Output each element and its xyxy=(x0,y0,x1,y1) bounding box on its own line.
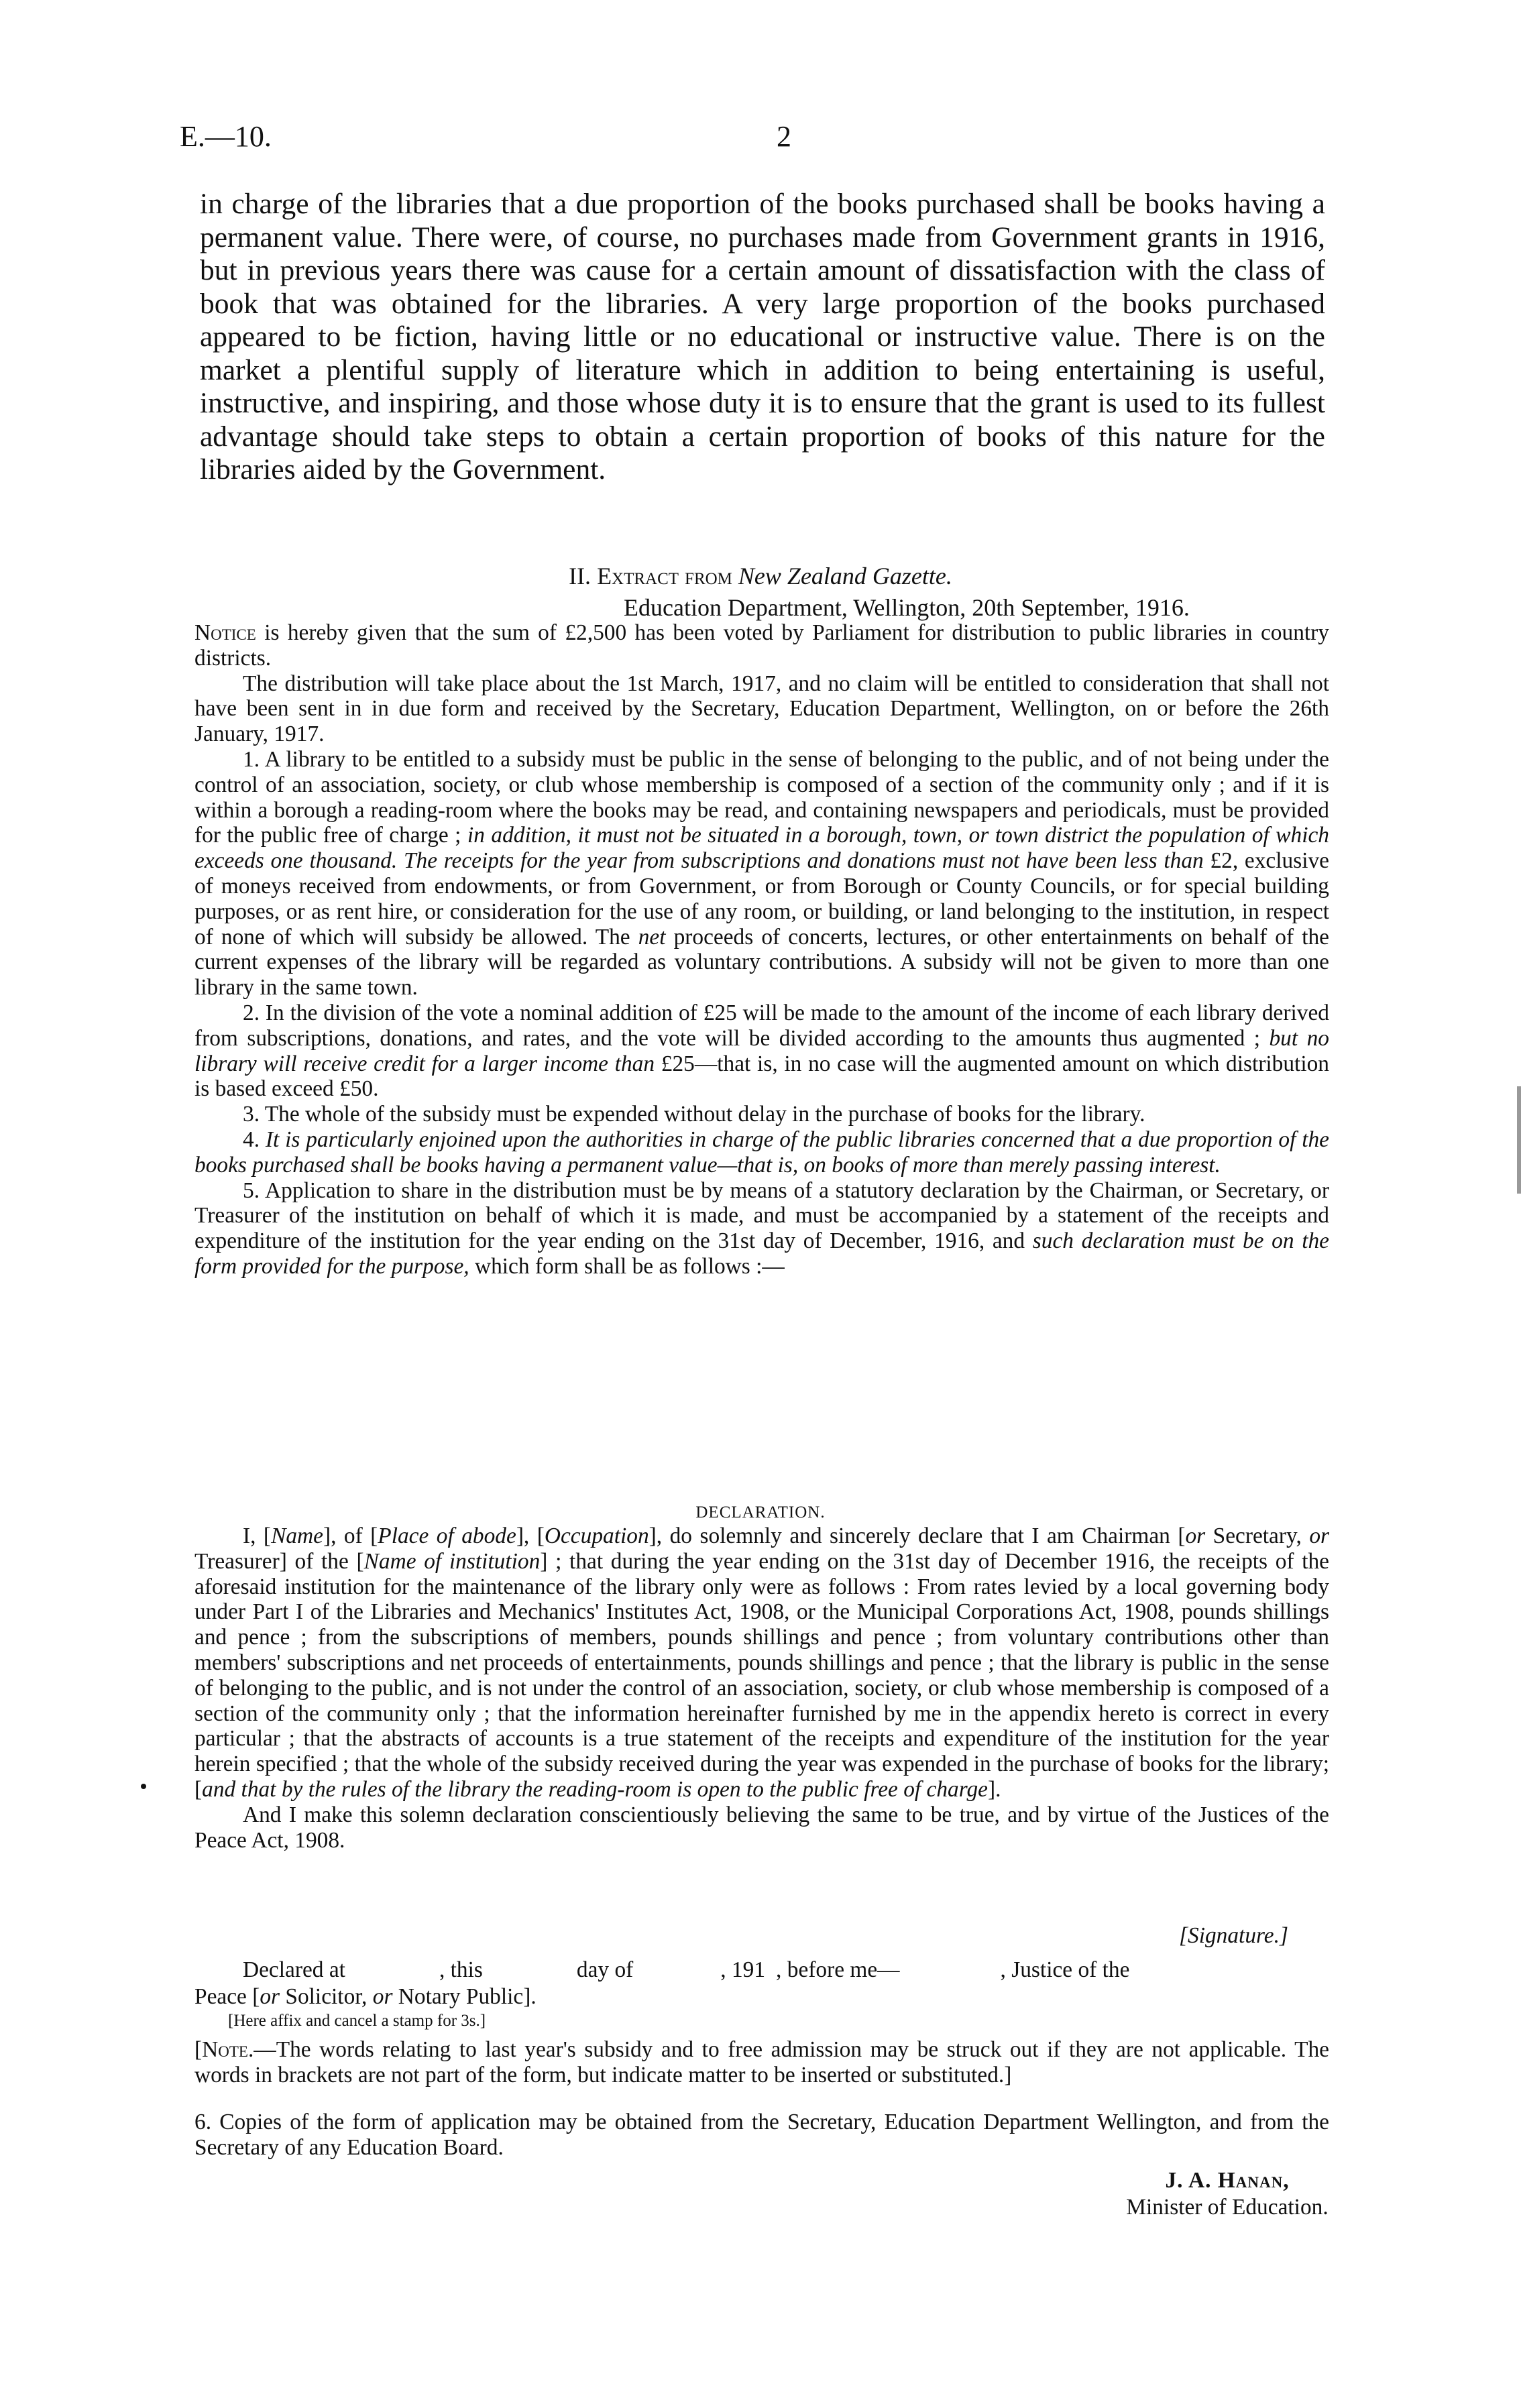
page-number: 2 xyxy=(777,120,791,153)
notice-lead: Notice xyxy=(194,620,256,645)
signature-placeholder: [Signature.] xyxy=(1179,1923,1288,1948)
decl-occupation-placeholder: Occupation xyxy=(544,1524,649,1548)
clause-5 xyxy=(194,1178,1329,1279)
clause-1-text-a: 1. A library to be entitled to a subsidy must be public in the sense of belonging to the public, and of not being under the control of an association, society, or club whose membership is composed of a section of the community only ; and if it is within a borough a reading-room where the books may be read, and containing newspapers and periodicals, must be provided for the public free of charge ; xyxy=(194,746,1329,848)
declared-year: , 191 xyxy=(720,1957,766,1982)
section-numeral: II. xyxy=(569,563,592,589)
decl-italic-h: and that by the rules of the library the reading-room is open to the public free of charge xyxy=(202,1776,989,1802)
clause-4-italic-b: It is particularly enjoined upon the authorities in charge of the public libraries concerned that a due proportion of the books purchased shall be books having a permanent value—that is, on books of more than merely passing interest. xyxy=(194,1127,1330,1178)
declared-or-2: or xyxy=(372,1984,393,2009)
clause-2 xyxy=(194,1000,1329,1102)
distribution-paragraph: The distribution will take place about the 1st March, 1917, and no claim will be entitled to consideration that shall not have been sent in in due form and received by the Secretary, Education Department, Wellington, on or before the 26th January, 1917. xyxy=(194,671,1329,747)
gazette-dateline: Education Department, Wellington, 20th September, 1916. xyxy=(624,594,1190,621)
section-label: Extract from xyxy=(597,563,732,589)
clause-4 xyxy=(194,1127,1329,1178)
declared-this: , this xyxy=(439,1957,483,1982)
clause-6-block xyxy=(194,2110,1329,2161)
decl-text-i: ]. xyxy=(988,1776,1001,1802)
margin-dot xyxy=(141,1784,146,1789)
declared-at-block xyxy=(194,1957,1329,2010)
clause-5-italic-b: such declaration must be on the form provided for the purpose, xyxy=(194,1228,1329,1279)
decl-or-2: or xyxy=(1309,1524,1330,1548)
declared-at: Declared at xyxy=(243,1957,345,1982)
decl-text-a: I, [ xyxy=(243,1524,272,1548)
declared-before-me: , before me— xyxy=(776,1957,900,1982)
note-lead: [Note. xyxy=(194,2037,254,2062)
section-source: New Zealand Gazette. xyxy=(738,563,952,589)
declaration-body xyxy=(194,1524,1329,1802)
clause-1 xyxy=(194,747,1329,1000)
clause-1-italic-d: net xyxy=(638,924,666,950)
solemn-paragraph: And I make this solemn declaration conscientiously believing the same to be true, and by virtue of the Justices of the Peace Act, 1908. xyxy=(194,1802,1329,1853)
clause-6: 6. Copies of the form of application may be obtained from the Secretary, Education Department Wellington, and from the Secretary of any Education Board. xyxy=(194,2110,1329,2160)
declaration-form xyxy=(194,1524,1329,1853)
scan-edge-mark xyxy=(1517,1086,1521,1194)
clause-1-text-e: proceeds of concerts, lectures, or other entertainments on behalf of the current expenses of the library will be regarded as voluntary contributions. A subsidy will not be given to more than one library in the same town. xyxy=(194,924,1329,1000)
decl-text-g: ] ; that during the year ending on the 31st day of December 1916, the receipts of the aforesaid institution for the maintenance of the library only were as follows : From rates levied by a local governing body under Part I of the Libraries and Mechanics' Institutes Act, 1908, or the Municipal Corporations Act, 1908, pounds shillings and pence ; from the subscriptions of members, pounds shillings and pence ; from voluntary contributions other than members' subscriptions and net proceeds of entertainments, pounds shillings and pence ; that the library is public in the sense of belonging to the public, and is not under the control of an association, society, or club whose membership is composed of a section of the community only ; that the information hereinafter furnished by me in the appendix hereto is correct in every particular ; that the abstracts of accounts is a true statement of the receipts and expenditure of the institution for the year herein specified ; that the whole of the subsidy received during the year was expended in the purchase of books for the library; [ xyxy=(194,1548,1329,1802)
declared-day-of: day of xyxy=(576,1957,634,1982)
declared-or-1: or xyxy=(260,1984,280,2009)
declaration-title: DECLARATION. xyxy=(695,1503,826,1522)
clause-1-italic-b: in addition, it must not be situated in a borough, town, or town district the population of which exceeds one thousand. The receipts for the year from subscriptions and donations must not have been less than xyxy=(194,823,1330,874)
clause-5-text-a: 5. Application to share in the distribution must be by means of a statutory declaration by the Chairman, or Secretary, or Treasurer of the institution on behalf of which it is made, and must be accompanied by a statement of the receipts and expenditure of the institution for the year ending on the 31st day of December, 1916, and xyxy=(194,1178,1329,1254)
clause-3: 3. The whole of the subsidy must be expended without delay in the purchase of books for the library. xyxy=(243,1102,1145,1127)
declared-peace-a: Peace [ xyxy=(194,1984,260,2009)
clause-2-text-a: 2. In the division of the vote a nominal addition of £25 will be made to the amount of the income of each library derived from subscriptions, donations, and rates, and the vote will be divided according to the amounts thus augmented ; xyxy=(194,1000,1329,1051)
gazette-extract xyxy=(194,620,1329,1279)
signer-name: J. A. Hanan, xyxy=(1165,2168,1290,2193)
notice-text: is hereby given that the sum of £2,500 has been voted by Parliament for distribution to public libraries in country districts. xyxy=(194,620,1329,671)
clause-2-text-c: £25—that is, in no case will the augmented amount on which distribution is based exceed £50. xyxy=(194,1051,1329,1102)
clause-2-italic-b: but no library will receive credit for a larger income than xyxy=(194,1025,1329,1076)
note-paragraph xyxy=(194,2037,1329,2088)
decl-text-d: ], do solemnly and sincerely declare that I am Chairman [ xyxy=(649,1524,1186,1548)
decl-institution-placeholder: Name of institution xyxy=(363,1548,541,1574)
section-heading xyxy=(0,562,1521,590)
document-code: E.—10. xyxy=(180,120,272,153)
signer-title: Minister of Education. xyxy=(1126,2195,1329,2220)
declared-peace-c: Notary Public]. xyxy=(392,1984,537,2009)
intro-paragraph: in charge of the libraries that a due proportion of the books purchased shall be books having a permanent value. There were, of course, no purchases made from Government grants in 1916, but in previous years there was cause for a certain amount of dissatisfaction with the class of book that was obtained for the libraries. A very large proportion of the books purchased appeared to be fiction, having little or no educational or instructive value. There is on the market a plentiful supply of literature which in addition to being entertaining is useful, instructive, and inspiring, and those whose duty it is to ensure that the grant is used to its fullest advantage should take steps to obtain a certain proportion of books of this nature for the libraries aided by the Government. xyxy=(200,188,1325,485)
decl-abode-placeholder: Place of abode xyxy=(378,1524,516,1548)
decl-or-1: or xyxy=(1185,1524,1206,1548)
note-text: —The words relating to last year's subsidy and to free admission may be struck out if they are not applicable. The words in brackets are not part of the form, but indicate matter to be inserted or substituted.] xyxy=(194,2037,1329,2087)
decl-text-e: Secretary, xyxy=(1205,1524,1310,1548)
clause-5-text-c: which form shall be as follows :— xyxy=(469,1253,785,1279)
clause-4-text-a: 4. xyxy=(243,1127,266,1152)
clause-1-text-c: £2, exclusive of moneys received from endowments, or from Government, or from Borough or County Councils, or for special building purposes, or as rent hire, or consideration for the use of any room, or building, or land belonging to the institution, in respect of none of which will subsidy be allowed. The xyxy=(194,848,1329,950)
declared-peace-b: Solicitor, xyxy=(280,1984,373,2009)
decl-text-f: Treasurer] of the [ xyxy=(194,1548,364,1574)
declared-justice: , Justice of the xyxy=(1000,1957,1130,1982)
notice-paragraph xyxy=(194,620,1329,671)
decl-text-b: ], of [ xyxy=(323,1524,378,1548)
decl-text-c: ], [ xyxy=(516,1524,545,1548)
signer-block xyxy=(1107,2167,1348,2221)
decl-name-placeholder: Name xyxy=(271,1524,323,1548)
stamp-instruction: [Here affix and cancel a stamp for 3s.] xyxy=(228,2012,486,2030)
note-block xyxy=(194,2037,1329,2088)
